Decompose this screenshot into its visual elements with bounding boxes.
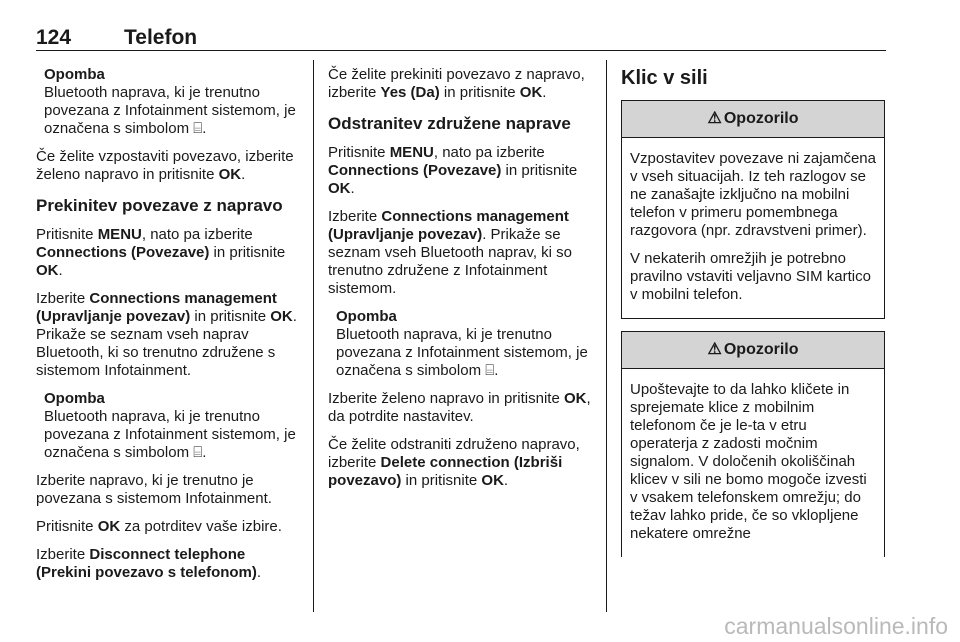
- paragraph: V nekaterih omrežjih je potrebno pravilno vstaviti veljavno SIM kartico v mobilni telefon.: [630, 250, 871, 303]
- column-3: [621, 66, 885, 569]
- paragraph: Izberite Disconnect telephone (Prekini povezavo s telefonom).: [36, 546, 262, 581]
- section-heading: Prekinitev povezave z napravo: [36, 196, 283, 215]
- column-divider-2: [606, 60, 607, 612]
- section-heading: Klic v sili: [621, 67, 708, 89]
- paragraph: Pritisnite MENU, nato pa izberite Connections (Povezave) in pritisnite OK.: [328, 144, 578, 197]
- paragraph: Izberite Connections management (Upravljanje povezav) in pritisnite OK. Prikaže se seznam vseh naprav Bluetooth, ki so trenutno združene s sistemom Infotainment.: [36, 290, 297, 379]
- warning-header: [622, 332, 884, 369]
- page-header: [36, 26, 886, 48]
- note-text: Bluetooth naprava, ki je trenutno povezana z Infotainment sistemom, je označena s simbolom ⌸.: [336, 326, 588, 379]
- watermark: carmanualsonline.info: [724, 613, 948, 639]
- note-text: Bluetooth naprava, ki je trenutno povezana z Infotainment sistemom, je označena s simbolom ⌸.: [44, 84, 296, 137]
- warning-body: [622, 138, 884, 318]
- warning-box: [621, 331, 885, 557]
- warning-header: [622, 101, 884, 138]
- column-divider-1: [313, 60, 314, 612]
- header-rule: [36, 50, 886, 51]
- note-block: [36, 66, 298, 138]
- paragraph: Vzpostavitev povezave ni zajamčena v vseh situacijah. Iz teh razlogov se ne zanašajte izključno na mobilni telefon v primeru pomembnega razgovora (npr. zdravstveni primer).: [630, 150, 876, 239]
- paragraph: Če želite odstraniti združeno napravo, izberite Delete connection (Izbriši povezavo) in pritisnite OK.: [328, 436, 580, 489]
- paragraph: Izberite želeno napravo in pritisnite OK, da potrdite nastavitev.: [328, 390, 591, 425]
- warning-box: [621, 100, 885, 319]
- warning-label: Opozorilo: [723, 341, 799, 358]
- warning-label: Opozorilo: [723, 110, 799, 127]
- warning-triangle-icon: ⚠: [707, 110, 722, 127]
- paragraph: Izberite Connections management (Upravljanje povezav). Prikaže se seznam vseh Bluetooth naprav, ki so trenutno združene z Infotainment sistemom.: [328, 208, 573, 297]
- paragraph: Pritisnite OK za potrditev vaše izbire.: [36, 518, 282, 535]
- note-label: Opomba: [44, 390, 105, 407]
- column-2: [328, 66, 596, 500]
- page-title: Telefon: [124, 26, 198, 49]
- paragraph: Upoštevajte to da lahko kličete in sprejemate klice z mobilnim telefonom če je le-ta v etru operaterja z zadosti močnim signalom. V določenih okoliščinah klicev v sili ne bomo mogoče izvesti v vsakem telefonskem omrežju; do težav lahko pride, če so vklopljene nekatere omrežne: [630, 381, 867, 542]
- paragraph: Izberite napravo, ki je trenutno je povezana s sistemom Infotainment.: [36, 472, 272, 507]
- warning-triangle-icon: ⚠: [707, 341, 722, 358]
- paragraph: Če želite vzpostaviti povezavo, izberite želeno napravo in pritisnite OK.: [36, 148, 294, 183]
- section-heading: Odstranitev združene naprave: [328, 114, 571, 133]
- note-label: Opomba: [44, 66, 105, 83]
- note-block: [328, 308, 596, 380]
- warning-body: [622, 369, 884, 557]
- page-number: 124: [36, 26, 72, 49]
- note-label: Opomba: [336, 308, 397, 325]
- column-1: [36, 66, 298, 592]
- paragraph: Če želite prekiniti povezavo z napravo, izberite Yes (Da) in pritisnite OK.: [328, 66, 585, 101]
- paragraph: Pritisnite MENU, nato pa izberite Connections (Povezave) in pritisnite OK.: [36, 226, 286, 279]
- note-text: Bluetooth naprava, ki je trenutno povezana z Infotainment sistemom, je označena s simbolom ⌸.: [44, 408, 296, 461]
- note-block: [36, 390, 298, 462]
